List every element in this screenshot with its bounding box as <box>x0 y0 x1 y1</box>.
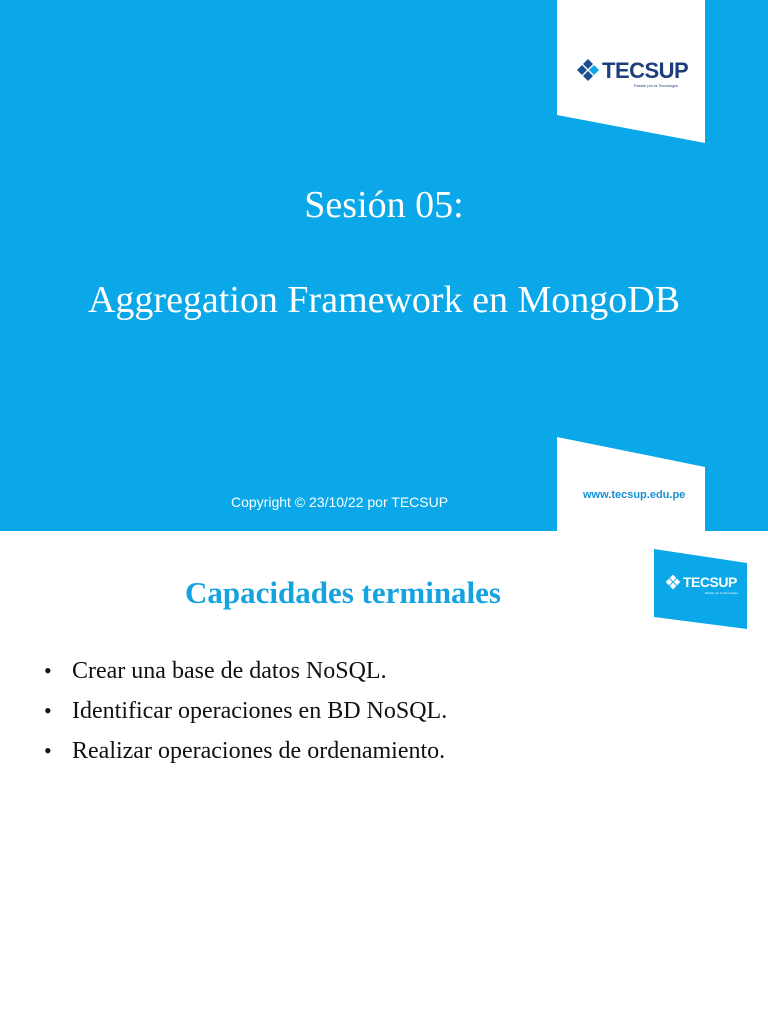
tecsup-logo-small-content <box>665 574 738 595</box>
copyright-text: Copyright © 23/10/22 por TECSUP <box>231 494 449 510</box>
tecsup-logo-small-tagline: Pasión por la Tecnología <box>705 591 738 595</box>
tecsup-logo-text: TECSUP <box>602 58 689 83</box>
tecsup-logo-small-mark-icon <box>665 574 681 590</box>
tecsup-logo-tagline: Pasión por la Tecnología <box>634 83 678 88</box>
tecsup-logo <box>576 58 689 88</box>
logo-panel-bottom <box>557 437 705 531</box>
tecsup-logo-mark-icon <box>576 58 600 82</box>
list-item: • Identificar operaciones en BD NoSQL. <box>44 698 448 724</box>
list-item: • Crear una base de datos NoSQL. <box>44 658 387 684</box>
tecsup-logo-small-text: TECSUP <box>683 574 737 590</box>
slide-title: Capacidades terminales <box>184 575 501 610</box>
session-number: Sesión 05: <box>304 184 464 226</box>
website-url: www.tecsup.edu.pe <box>583 489 686 501</box>
list-item: • Realizar operaciones de ordenamiento. <box>44 738 446 764</box>
capacities-slide <box>0 531 768 1024</box>
capacities-list <box>42 651 447 771</box>
session-title: Aggregation Framework en MongoDB <box>87 279 681 321</box>
